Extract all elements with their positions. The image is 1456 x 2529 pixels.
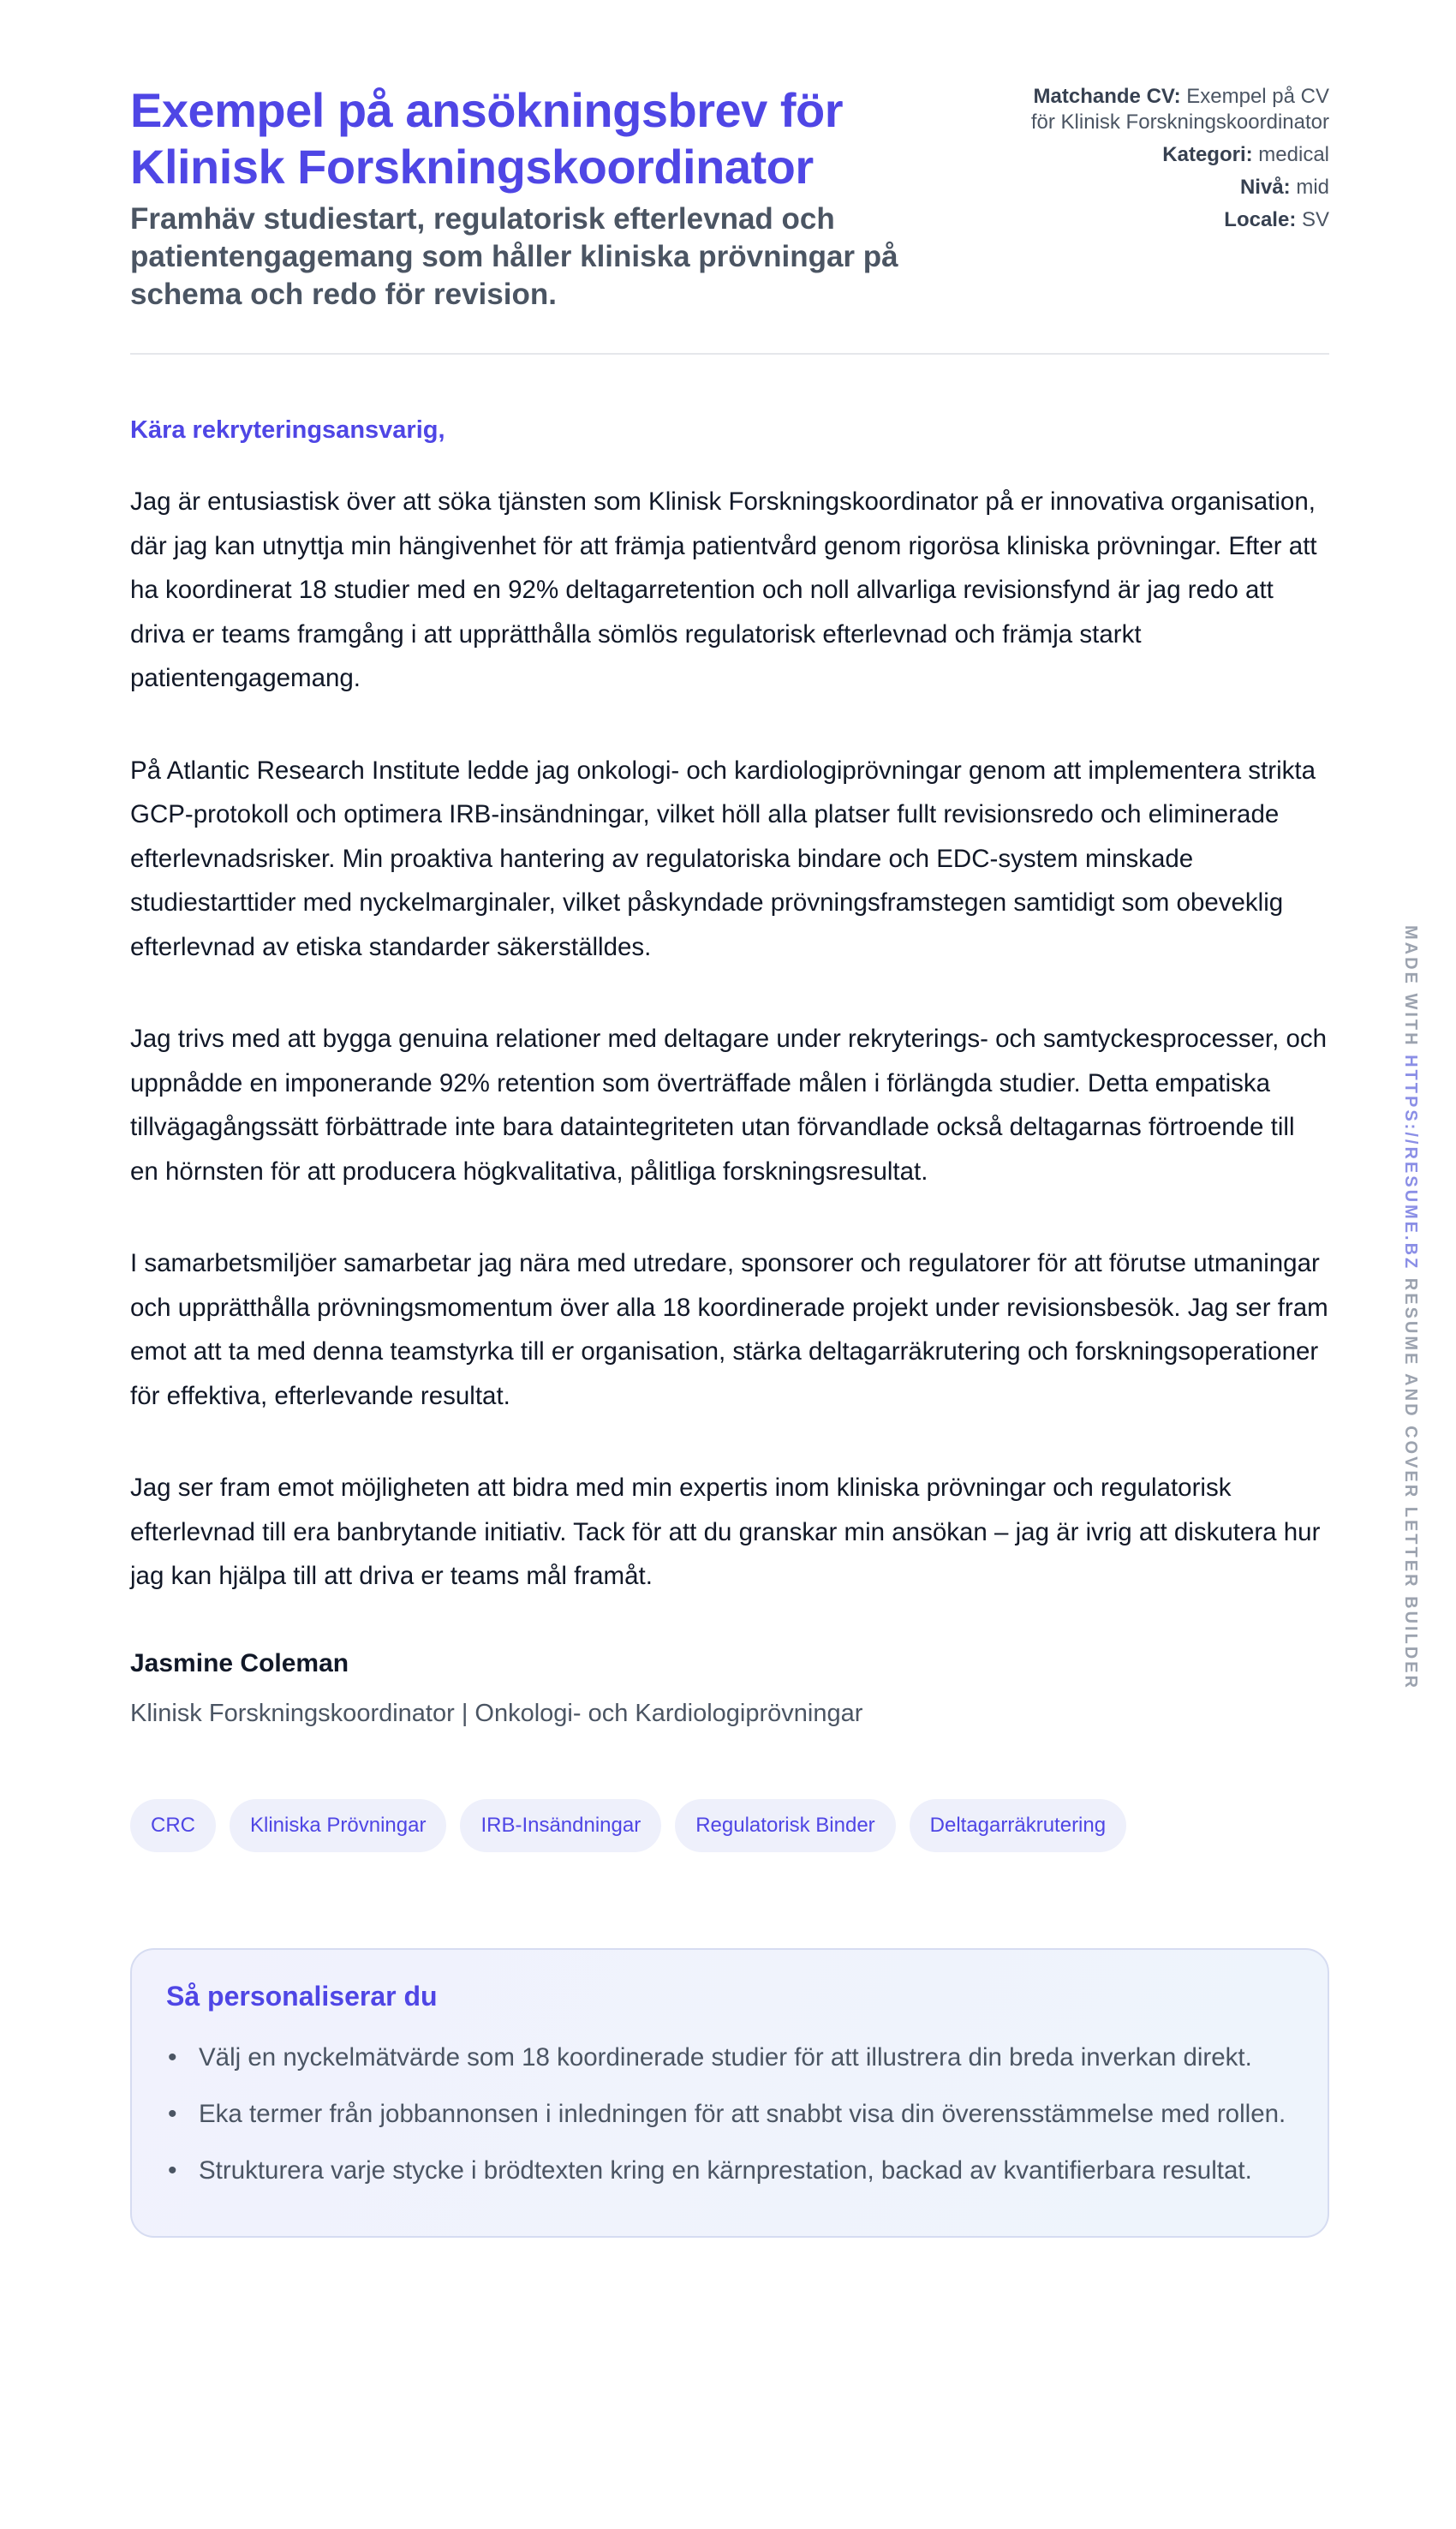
letter-salutation: Kära rekryteringsansvarig, bbox=[130, 416, 445, 444]
meta-category bbox=[1021, 142, 1329, 168]
side-credit bbox=[1398, 925, 1423, 1690]
tag-chip: IRB-Insändningar bbox=[460, 1799, 661, 1852]
page-subtitle: Framhäv studiestart, regulatorisk efterlevnad och patientengagemang som håller kliniska prövningar på schema och redo för revision. bbox=[130, 202, 898, 311]
signature-title: Klinisk Forskningskoordinator | Onkologi- och Kardiologiprövningar bbox=[130, 1699, 863, 1727]
meta-locale-label: Locale: bbox=[1224, 208, 1297, 231]
meta-matching-cv bbox=[1021, 84, 1329, 135]
letter-body bbox=[130, 480, 1329, 1599]
letter-paragraph: Jag är entusiastisk över att söka tjänsten som Klinisk Forskningskoordinator på er innovativa organisation, där jag kan utnyttja min hängivenhet för att främja patientvård genom rigorösa kliniska prövningar. Efter att ha koordinerat 18 studier med en 92% deltagarretention och noll allvarliga revisionsfynd är jag redo att driva er teams framgång i att upprätthålla sömlös regulatorisk efterlevnad och främja starkt patientengagemang. bbox=[130, 487, 1317, 692]
tag-list bbox=[130, 1799, 1329, 1852]
letter-paragraph: Jag trivs med att bygga genuina relationer med deltagare under rekryterings- och samtyckesprocesser, och uppnådde en imponerande 92% retention som överträffade målen i förlängda studier. Detta empatiska tillvägagångssätt förbättrade inte bara dataintegriteten utan förvandlade också deltagarnas förtroende till en hörnsten för att producera högkvalitativa, pålitliga forskningsresultat. bbox=[130, 1025, 1328, 1186]
tips-item: • Strukturera varje stycke i brödtexten kring en kärnprestation, backad av kvantifierbara resultat. bbox=[166, 2149, 1293, 2193]
letter-paragraph: På Atlantic Research Institute ledde jag onkologi- och kardiologiprövningar genom att implementera strikta GCP-protokoll och optimera IRB-insändningar, vilket höll alla platser fullt revisionsredo och eliminerade efterlevnadsrisker. Min proaktiva hantering av regulatoriska bindare och EDC-system minskade studiestarttider med nyckelmarginaler, vilket påskyndade prövningsframstegen samtidigt som obeveklig efterlevnad av etiska standarder säkerställdes. bbox=[130, 756, 1316, 961]
letter-paragraph: I samarbetsmiljöer samarbetar jag nära med utredare, sponsorer och regulatorer för att förutse utmaningar och upprätthålla prövningsmomentum över alla 18 koordinerade projekt under revisionsbesök. Jag ser fram emot att ta med denna teamstyrka till er organisation, stärka deltagarräkrutering och forskningsoperationer för effektiva, efterlevande resultat. bbox=[130, 1249, 1328, 1410]
meta-locale bbox=[1021, 207, 1329, 233]
signature-name: Jasmine Coleman bbox=[130, 1648, 349, 1677]
signature-block bbox=[130, 1647, 1329, 1731]
header-left bbox=[130, 82, 952, 314]
tag-chip: Regulatorisk Binder bbox=[675, 1799, 895, 1852]
meta-locale-value: SV bbox=[1301, 208, 1329, 231]
side-credit-link[interactable]: HTTPS://RESUME.BZ bbox=[1401, 1055, 1420, 1271]
tips-item: • Eka termer från jobbannonsen i inledningen för att snabbt visa din överensstämmelse med rollen. bbox=[166, 2092, 1293, 2137]
tag-chip: Deltagarräkrutering bbox=[910, 1799, 1126, 1852]
meta-panel bbox=[1021, 84, 1329, 240]
page-title: Exempel på ansökningsbrev för Klinisk Forskningskoordinator bbox=[130, 83, 843, 194]
letter-paragraph: Jag ser fram emot möjligheten att bidra med min expertis inom kliniska prövningar och regulatorisk efterlevnad till era banbrytande initiativ. Tack för att du granskar min ansökan – jag är ivrig att diskutera hur jag kan hjälpa till att driva er teams mål framåt. bbox=[130, 1474, 1321, 1590]
header bbox=[130, 82, 1329, 355]
meta-cv-label: Matchande CV: bbox=[1033, 85, 1181, 108]
meta-category-value: medical bbox=[1258, 143, 1329, 166]
meta-level bbox=[1021, 175, 1329, 200]
side-credit-suffix: RESUME AND COVER LETTER BUILDER bbox=[1401, 1277, 1420, 1690]
tips-item: • Välj en nyckelmätvärde som 18 koordinerade studier för att illustrera din breda inverkan direkt. bbox=[166, 2036, 1293, 2080]
tag-chip: CRC bbox=[130, 1799, 216, 1852]
tips-list bbox=[166, 2036, 1293, 2193]
cover-letter-page bbox=[130, 82, 1329, 2238]
side-credit-text bbox=[1400, 925, 1420, 1690]
meta-category-label: Kategori: bbox=[1162, 143, 1253, 166]
tips-title: Så personaliserar du bbox=[166, 1980, 438, 2012]
meta-level-value: mid bbox=[1296, 176, 1329, 199]
meta-level-label: Nivå: bbox=[1239, 176, 1291, 199]
side-credit-prefix: MADE WITH bbox=[1401, 925, 1420, 1048]
personalization-tips-box bbox=[130, 1948, 1329, 2238]
tag-chip: Kliniska Prövningar bbox=[230, 1799, 446, 1852]
meta-cv-value[interactable]: Exempel på CV för Klinisk Forskningskoordinator bbox=[1030, 85, 1329, 134]
